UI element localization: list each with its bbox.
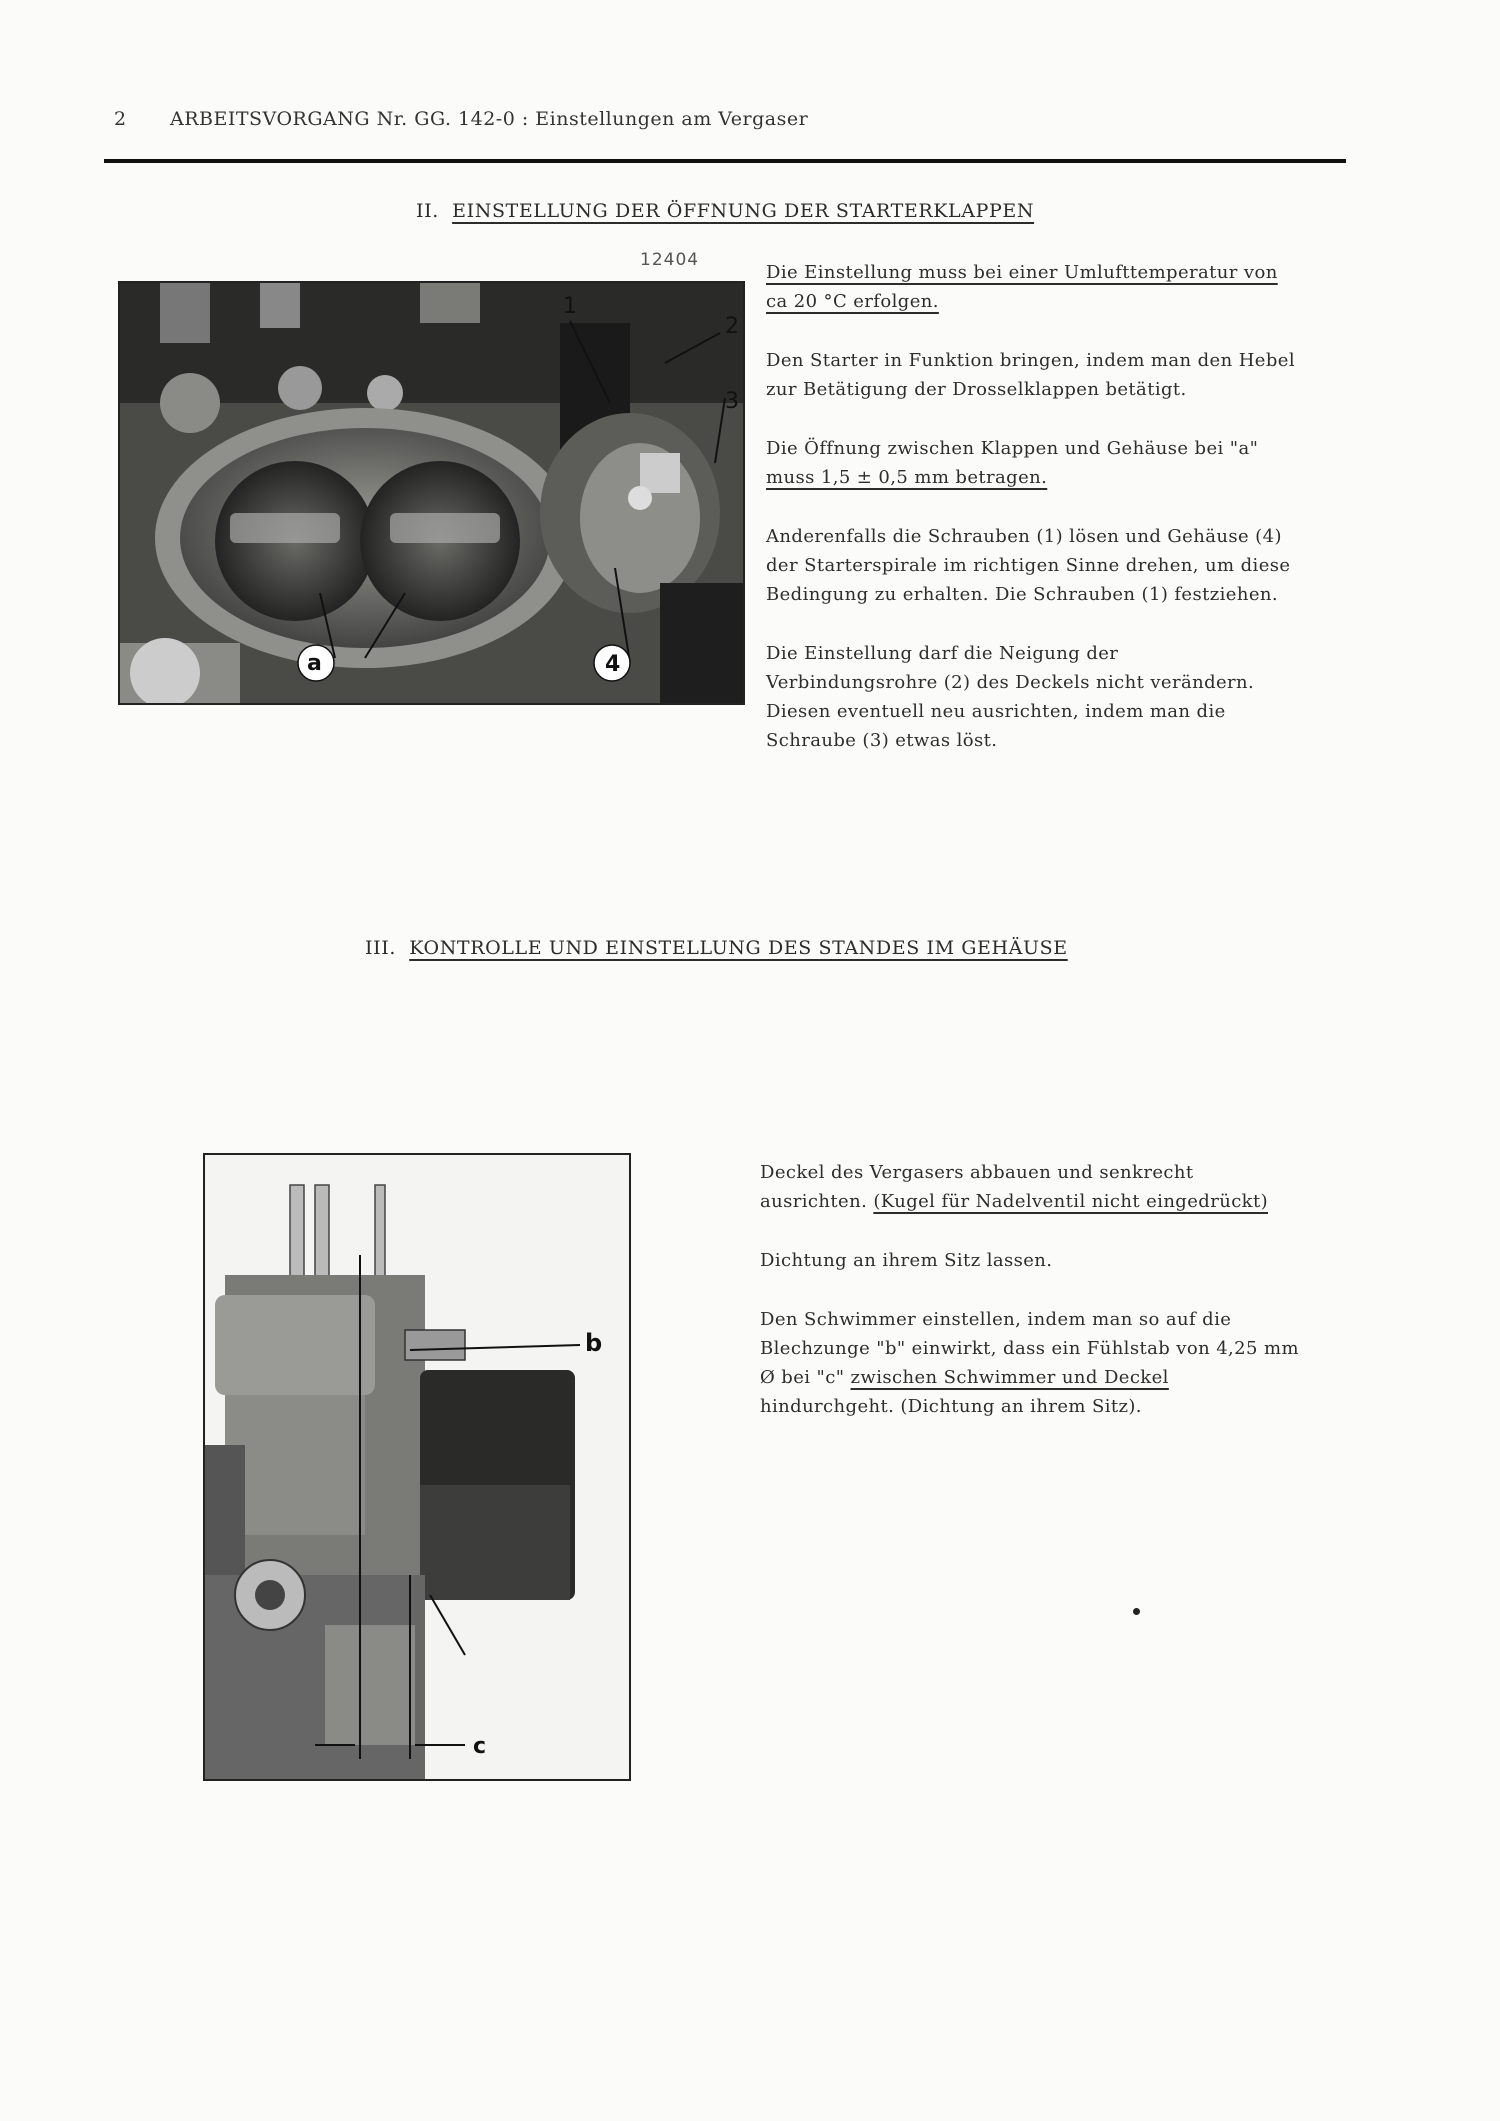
section-2-paragraph-1: Die Einstellung muss bei einer Umlufttemperatur von ca 20 °C erfolgen. <box>766 262 1278 312</box>
section-2-title: EINSTELLUNG DER ÖFFNUNG DER STARTERKLAPPEN <box>452 200 1035 222</box>
section-2-heading <box>416 200 1034 222</box>
section-3-paragraph-1a: Deckel des Vergasers abbauen und senkrecht ausrichten. <box>760 1162 1194 1212</box>
section-2-number: II. <box>416 200 439 222</box>
section-3-paragraph-2: Dichtung an ihrem Sitz lassen. <box>760 1250 1053 1271</box>
carburetor-photo-1-drawing <box>120 283 743 703</box>
float-adjustment-photo <box>203 1153 631 1781</box>
carburetor-photo-1 <box>118 281 745 705</box>
page-header <box>114 108 808 130</box>
figure-label-b: b <box>585 1329 603 1357</box>
section-3-paragraph-1b: (Kugel für Nadelventil nicht eingedrückt) <box>873 1191 1269 1212</box>
section-3-number: III. <box>365 937 396 959</box>
section-3-title: KONTROLLE UND EINSTELLUNG DES STANDES IM GEHÄUSE <box>409 937 1068 959</box>
section-3-text <box>760 1158 1300 1451</box>
section-2-paragraph-3b: muss 1,5 ± 0,5 mm betragen. <box>766 467 1048 488</box>
figure-number: 12404 <box>640 250 700 270</box>
section-3-paragraph-3a: Den Schwimmer einstellen, indem man so auf die Blechzunge "b" einwirkt, dass ein Fühlstab von 4,25 mm Ø bei "c" <box>760 1309 1299 1388</box>
float-adjustment-photo-drawing <box>205 1155 629 1779</box>
section-2-paragraph-2: Den Starter in Funktion bringen, indem man den Hebel zur Betätigung der Drosselklappen betätigt. <box>766 350 1295 400</box>
section-2-paragraph-5: Die Einstellung darf die Neigung der Verbindungsrohre (2) des Deckels nicht verändern. Diesen eventuell neu ausrichten, indem man die Schraube (3) etwas löst. <box>766 643 1255 751</box>
section-2-paragraph-4: Anderenfalls die Schrauben (1) lösen und Gehäuse (4) der Starterspirale im richtigen Sinne drehen, um diese Bedingung zu erhalten. Die Schrauben (1) festziehen. <box>766 526 1291 605</box>
scan-artifact-dot <box>1133 1608 1140 1615</box>
header-rule <box>104 159 1346 163</box>
section-2-paragraph-3 <box>766 434 1296 492</box>
figure-label-1: 1 <box>563 294 577 319</box>
section-3-paragraph-3 <box>760 1305 1300 1421</box>
page-number: 2 <box>114 108 127 130</box>
section-3-paragraph-1 <box>760 1158 1300 1216</box>
section-2-paragraph-3a: Die Öffnung zwischen Klappen und Gehäuse bei "a" <box>766 438 1259 459</box>
figure-label-2: 2 <box>725 314 739 339</box>
section-3-paragraph-3c: hindurchgeht. (Dichtung an ihrem Sitz). <box>760 1396 1142 1417</box>
figure-label-4: 4 <box>605 652 621 677</box>
figure-label-c: c <box>473 1734 487 1759</box>
section-3-paragraph-3b: zwischen Schwimmer und Deckel <box>850 1367 1169 1388</box>
figure-label-a: a <box>307 651 322 676</box>
figure-label-3: 3 <box>725 389 739 414</box>
section-3-heading <box>365 937 1068 959</box>
document-title: ARBEITSVORGANG Nr. GG. 142-0 : Einstellungen am Vergaser <box>170 108 809 130</box>
section-2-text <box>766 258 1296 785</box>
